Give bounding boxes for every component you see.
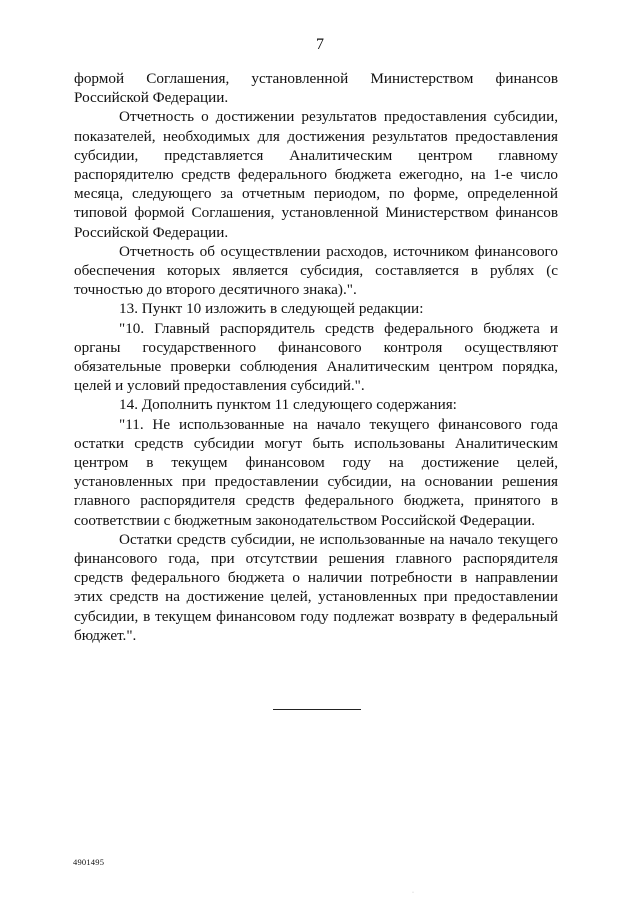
paragraph: Остатки средств субсидии, не использованные на начало текущего финансового года, при отсутствии решения главного распорядителя средств федерального бюджета о наличии потребности в направлении этих средств на достижение целей, установленных при предоставлении субсидии, в текущем финансовом году подлежат возврату в федеральный бюджет.". <box>74 530 558 644</box>
paragraph: 14. Дополнить пунктом 11 следующего содержания: <box>119 396 457 414</box>
paragraph: формой Соглашения, установленной Министерством финансов Российской Федерации. <box>74 70 558 107</box>
paragraph: "10. Главный распорядитель средств федерального бюджета и органы государственного финансового контроля осуществляют обязательные проверки соблюдения Аналитическим центром порядка, целей и условий предоставления субсидий.". <box>74 319 558 395</box>
paragraph: 13. Пункт 10 изложить в следующей редакции: <box>119 300 424 318</box>
paragraph: Отчетность о достижении результатов предоставления субсидии, показателей, необходимых для достижения результатов предоставления субсидии, представляется Аналитическим центром главному распорядителю средств федерального бюджета ежегодно, на 1-е число месяца, следующего за отчетным периодом, по форме, определенной типовой формой Соглашения, установленной Министерством финансов Российской Федерации. <box>74 108 558 241</box>
page-number: 7 <box>316 36 324 53</box>
paragraph: Отчетность об осуществлении расходов, источником финансового обеспечения которых является субсидия, составляется в рублях (с точностью до второго десятичного знака).". <box>74 242 558 299</box>
end-rule <box>273 709 361 710</box>
document-body <box>74 69 558 645</box>
document-code: 4901495 <box>73 857 105 867</box>
footer-mark: · <box>412 890 414 896</box>
paragraph: "11. Не использованные на начало текущего финансового года остатки средств субсидии могут быть использованы Аналитическим центром в текущем финансовом году на достижение целей, установленных при предоставлении субсидии, на основании решения главного распорядителя средств федерального бюджета, принятого в соответствии с бюджетным законодательством Российской Федерации. <box>74 415 558 529</box>
